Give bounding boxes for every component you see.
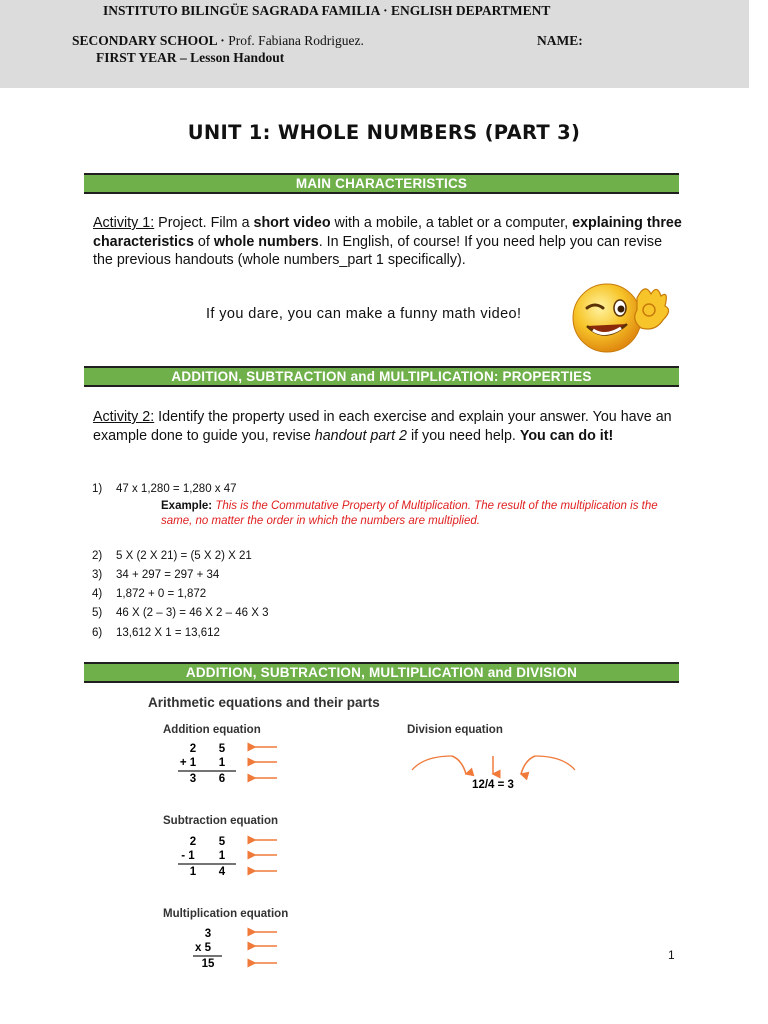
activity-2-bold: You can do it! xyxy=(519,427,614,444)
dare-text: If you dare, you can make a funny math video! xyxy=(206,306,522,322)
subtraction-r1-b: 5 xyxy=(218,836,226,848)
school-name: INSTITUTO BILINGÜE SAGRADA FAMILIA · ENGLISH DEPARTMENT xyxy=(103,3,551,18)
section-bar-properties: ADDITION, SUBTRACTION and MULTIPLICATION: PROPERTIES xyxy=(84,366,679,387)
activity-2-italic: handout part 2 xyxy=(314,427,407,444)
page-title: UNIT 1: WHOLE NUMBERS (PART 3) xyxy=(187,121,581,144)
handout-level: FIRST YEAR – Lesson Handout xyxy=(96,50,285,65)
name-label: NAME: xyxy=(537,33,583,48)
activity-1-bold: whole numbers xyxy=(213,233,319,250)
addition-label: Addition equation xyxy=(163,724,261,736)
activity-1-part: Project. Film a xyxy=(154,215,254,231)
activity-2-label: Activity 2: xyxy=(93,409,155,425)
diagram-title: Arithmetic equations and their parts xyxy=(148,695,380,710)
section-bar-operations: ADDITION, SUBTRACTION, MULTIPLICATION and DIVISION xyxy=(84,662,679,683)
school-level: SECONDARY SCHOOL · xyxy=(72,33,229,48)
activity-1-part: of xyxy=(193,233,214,250)
exercise-number: 5) xyxy=(92,607,103,619)
addition-r2-b: 1 xyxy=(218,757,226,769)
exercise-text: 47 x 1,280 = 1,280 x 47 xyxy=(116,483,237,495)
teacher-name: Prof. Fabiana Rodriguez. xyxy=(228,33,364,48)
division-label: Division equation xyxy=(407,724,503,736)
arrow-icon xyxy=(452,756,466,774)
division-curve xyxy=(535,756,575,770)
division-curve xyxy=(412,756,452,770)
exercise-number: 6) xyxy=(92,627,103,639)
exercise-text: 13,612 X 1 = 13,612 xyxy=(116,627,220,639)
activity-1-part: with a mobile, a tablet or a computer, xyxy=(330,215,569,231)
activity-1-part: . In English, of course! If you need help you can revise the previous handouts (whole numbers_part 1 specifically). xyxy=(93,233,663,268)
exercise-number: 2) xyxy=(92,550,103,562)
example-text: This is the Commutative Property of Multiplication. The result of the multiplication is the same, no matter the order in which the numbers are multiplied. xyxy=(161,500,658,527)
subtraction-r3-a: 1 xyxy=(189,866,197,878)
page-number: 1 xyxy=(668,948,675,962)
exercise-text: 1,872 + 0 = 1,872 xyxy=(116,588,207,600)
exercise-text: 34 + 297 = 297 + 34 xyxy=(116,569,220,581)
exercise-number: 3) xyxy=(92,569,103,581)
addition-r3-a: 3 xyxy=(189,773,197,785)
addition-r1-a: 2 xyxy=(189,743,197,755)
activity-2-part: if you need help. xyxy=(406,427,520,444)
multiplication-r1: 3 xyxy=(204,928,212,940)
exercise-text: 46 X (2 – 3) = 46 X 2 – 46 X 3 xyxy=(116,607,269,619)
activity-1-bold: explaining three characteristics xyxy=(93,215,682,250)
exercise-number: 1) xyxy=(92,483,103,495)
subtraction-r3-b: 4 xyxy=(218,866,226,878)
multiplication-r2: x 5 xyxy=(195,942,211,954)
exercise-number: 4) xyxy=(92,588,103,600)
addition-r2-a: + 1 xyxy=(179,757,197,769)
multiplication-r3: 15 xyxy=(201,958,215,970)
example-label: Example: xyxy=(161,500,213,512)
subtraction-label: Subtraction equation xyxy=(163,815,278,827)
addition-r3-b: 6 xyxy=(218,773,226,785)
subtraction-r1-a: 2 xyxy=(189,836,197,848)
subtraction-r2-a: - 1 xyxy=(181,850,195,862)
multiplication-label: Multiplication equation xyxy=(163,908,289,920)
division-expression: 12/4 = 3 xyxy=(472,779,514,791)
arrow-icon xyxy=(521,756,535,774)
section-bar-main-characteristics: MAIN CHARACTERISTICS xyxy=(84,173,679,194)
exercise-text: 5 X (2 X 21) = (5 X 2) X 21 xyxy=(116,550,252,562)
addition-r1-b: 5 xyxy=(218,743,226,755)
activity-1-bold: short video xyxy=(253,215,331,231)
subtraction-r2-b: 1 xyxy=(218,850,226,862)
activity-2-part: Identify the property used in each exercise and explain your answer. You have an example done to guide you, revise xyxy=(93,409,672,444)
activity-1-label: Activity 1: xyxy=(93,215,155,231)
